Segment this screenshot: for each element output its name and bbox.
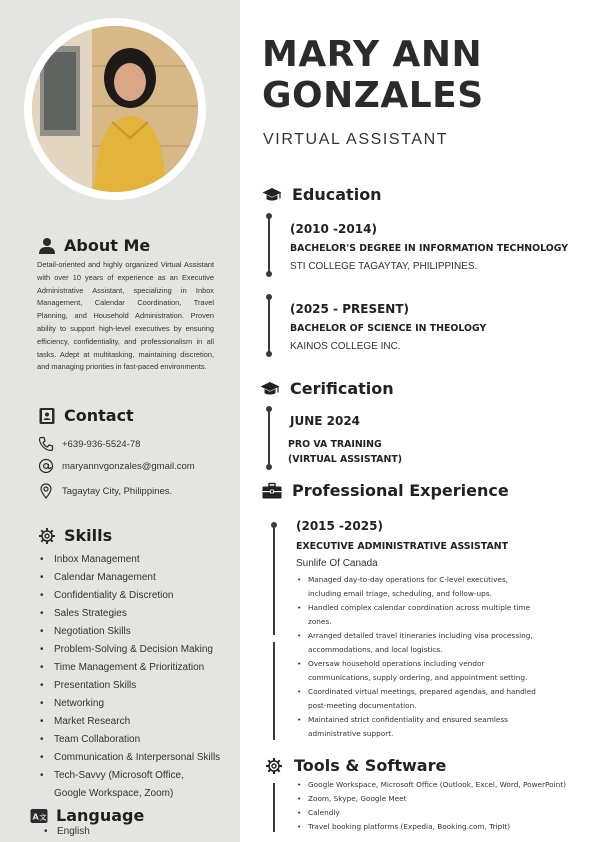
skill-item: • Confidentiality & Discretion (40, 587, 235, 605)
education-heading-label: Education (292, 185, 382, 204)
experience-duties (296, 573, 558, 741)
education-school: STI COLLEGE TAGAYTAY, PHILIPPINES. (290, 261, 478, 272)
duty-item-continued: communications, supply ordering, and appointment setting. (308, 673, 528, 682)
duty-item: • Managed day-to-day operations for C-level executives, (296, 573, 558, 587)
education-school: KAINOS COLLEGE INC. (290, 341, 401, 352)
duty-item-continued: administrative support. (308, 729, 394, 738)
skill-item: • Inbox Management (40, 551, 235, 569)
timeline-line (268, 297, 270, 354)
experience-role: EXECUTIVE ADMINISTRATIVE ASSISTANT (296, 541, 508, 552)
timeline-line (273, 642, 275, 740)
gear-icon (264, 757, 284, 775)
briefcase-icon (262, 482, 282, 500)
email-text: maryannvgonzales@gmail.com (62, 460, 195, 472)
certification-title: PRO VA TRAINING (288, 439, 382, 450)
experience-heading-label: Professional Experience (292, 481, 509, 500)
tools-heading (264, 756, 446, 775)
profile-photo (32, 26, 198, 192)
duty-item-continued: including email triage, scheduling, and follow-ups. (308, 589, 492, 598)
profile-photo-frame (24, 18, 206, 200)
tools-heading-label: Tools & Software (294, 756, 447, 775)
skill-item: • Presentation Skills (40, 677, 235, 695)
education-period: (2025 - PRESENT) (290, 302, 410, 316)
experience-heading (262, 481, 509, 500)
duty-item: • Arranged detailed travel itineraries including visa processing, (296, 629, 558, 643)
certification-heading-label: Cerification (290, 379, 394, 398)
tool-item: • Calendly (296, 806, 594, 820)
duty-item-continued: post-meeting documentation. (308, 701, 417, 710)
translate-icon (30, 807, 48, 825)
duty-item-continued: zones. (308, 617, 332, 626)
contact-card-icon (38, 407, 56, 425)
graduation-cap-icon (262, 186, 282, 204)
contact-location (38, 483, 172, 499)
skill-item: • Sales Strategies (40, 605, 235, 623)
education-period: (2010 -2014) (290, 222, 377, 236)
candidate-name (262, 34, 484, 116)
language-heading-label: Language (56, 806, 145, 825)
timeline-line (273, 525, 275, 635)
duty-item: • Maintained strict confidentiality and ensured seamless (296, 713, 558, 727)
skill-item: • Time Management & Prioritization (40, 659, 235, 677)
timeline-dot (266, 351, 272, 357)
education-heading (262, 185, 382, 204)
skill-item: • Market Research (40, 713, 235, 731)
timeline-line (268, 216, 270, 274)
name-line-2: GONZALES (262, 75, 484, 116)
timeline-dot (266, 464, 272, 470)
skills-heading-label: Skills (64, 526, 113, 545)
contact-phone (38, 436, 140, 452)
phone-text: +639-936-5524-78 (62, 438, 141, 450)
person-icon (38, 237, 56, 255)
certification-date: JUNE 2024 (290, 414, 361, 428)
contact-heading (38, 406, 134, 425)
skill-item: • Networking (40, 695, 235, 713)
certification-subtitle: (VIRTUAL ASSISTANT) (288, 454, 403, 465)
svg-text:A: A (32, 812, 39, 821)
certification-heading (260, 379, 394, 398)
duty-item-continued: accommodations, and local logistics. (308, 645, 443, 654)
job-title: VIRTUAL ASSISTANT (263, 131, 449, 148)
skill-item: • Tech-Savvy (Microsoft Office, (40, 767, 235, 785)
phone-icon (38, 436, 54, 452)
location-text: Tagaytay City, Philippines. (62, 485, 173, 497)
graduation-cap-icon (260, 380, 280, 398)
gear-icon (38, 527, 56, 545)
contact-heading-label: Contact (64, 406, 134, 425)
skill-item: • Negotiation Skills (40, 623, 235, 641)
duty-item: • Oversaw household operations including vendor (296, 657, 558, 671)
tool-item: • Google Workspace, Microsoft Office (Outlook, Excel, Word, PowerPoint) (296, 778, 594, 792)
duty-item: • Handled complex calendar coordination across multiple time (296, 601, 558, 615)
skills-list (40, 551, 235, 803)
contact-email (38, 458, 195, 474)
experience-period: (2015 -2025) (296, 519, 383, 533)
timeline-dot (266, 271, 272, 277)
tool-item: • Travel booking platforms (Expedia, Booking.com, TripIt) (296, 820, 594, 834)
skills-heading (38, 526, 112, 545)
skill-item-continued: Google Workspace, Zoom) (54, 788, 174, 799)
svg-text:文: 文 (39, 813, 47, 821)
education-degree: BACHELOR OF SCIENCE IN THEOLOGY (290, 323, 487, 334)
timeline-line (268, 409, 270, 467)
skill-item: • Team Collaboration (40, 731, 235, 749)
duty-item: • Coordinated virtual meetings, prepared agendas, and handled (296, 685, 558, 699)
language-item: • English (44, 826, 90, 837)
education-degree: BACHELOR'S DEGREE IN INFORMATION TECHNOLOGY (290, 243, 568, 254)
experience-company: Sunlife Of Canada (296, 558, 378, 569)
language-heading (30, 806, 144, 825)
language-list (44, 826, 90, 837)
skill-item: • Calendar Management (40, 569, 235, 587)
about-heading-label: About Me (64, 236, 151, 255)
tools-list (296, 778, 594, 834)
skill-item: • Communication & Interpersonal Skills (40, 749, 235, 767)
name-line-1: MARY ANN (262, 34, 483, 75)
about-text: Detail-oriented and highly organized Virtual Assistant with over 10 years of experience as an Executive Administrative Assistant, specializing in Inbox Management, Calendar Coordination, Travel Planning, and Household Administration. Proven ability to support high-level executives by ensuring efficiency, confidentiality, and professionalism in all tasks. Adept at multitasking, maintaining discretion, and managing priorities in fast-paced environments. (37, 260, 214, 372)
at-sign-icon (38, 458, 54, 474)
tool-item: • Zoom, Skype, Google Meet (296, 792, 594, 806)
timeline-line (273, 783, 275, 832)
map-pin-icon (38, 483, 54, 499)
skill-item: • Problem-Solving & Decision Making (40, 641, 235, 659)
about-heading (38, 236, 150, 255)
